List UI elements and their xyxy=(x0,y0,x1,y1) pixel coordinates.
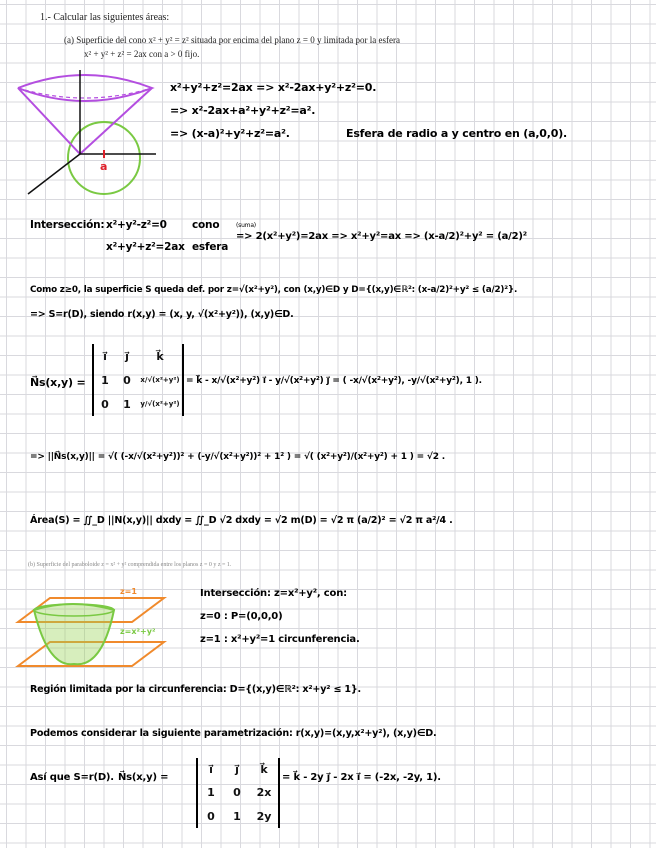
parametrization-a: => S=r(D), siendo r(x,y) = (x, y, √(x²+y²)), (x,y)∈D. xyxy=(30,309,294,320)
sphere-equation-1: x²+y²+z²=2ax => x²-2ax+y²+z²=0. xyxy=(170,81,377,94)
part-a-statement-line1: (a) Superficie del cono x² + y² = z² situada por encima del plano z = 0 y limitada por la esfera xyxy=(64,35,400,45)
intersection-b-line3: z=1 : x²+y²=1 circunferencia. xyxy=(200,634,360,645)
normal-vector-result-b: = k⃗ - 2y j⃗ - 2x i⃗ = (-2x, -2y, 1). xyxy=(282,772,441,783)
sphere-equation-3: => (x-a)²+y²+z²=a². xyxy=(170,127,290,140)
matrix-cell: 0 xyxy=(233,786,241,800)
matrix-cell: k⃗ xyxy=(260,763,268,777)
parametrization-b: Podemos considerar la siguiente parametrización: r(x,y)=(x,y,x²+y²), (x,y)∈D. xyxy=(30,728,437,739)
paraboloid-label: z=x²+y² xyxy=(120,627,156,636)
matrix-cell: k⃗ xyxy=(156,349,164,363)
cross-product-matrix-a xyxy=(92,344,184,416)
sum-annotation: (suma) xyxy=(236,222,256,229)
matrix-cell: i⃗ xyxy=(103,349,107,363)
paraboloid-figure xyxy=(12,584,172,674)
normal-vector-label-b: N⃗s(x,y) = xyxy=(118,772,169,783)
sphere-description: Esfera de radio a y centro en (a,0,0). xyxy=(346,127,568,140)
matrix-cell: i⃗ xyxy=(209,763,213,777)
sphere-tag: esfera xyxy=(192,241,229,253)
matrix-cell: 1 xyxy=(123,397,131,411)
intersection-b-line1: Intersección: z=x²+y², con: xyxy=(200,588,347,599)
matrix-cell: 0 xyxy=(101,397,109,411)
normal-vector-result-a: = k⃗ - x/√(x²+y²) i⃗ - y/√(x²+y²) j⃗ = ( -x/√(x²+y²), -y/√(x²+y²), 1 ). xyxy=(186,376,482,386)
matrix-cell: 1 xyxy=(233,809,241,823)
normal-norm: => ||N⃗s(x,y)|| = √( (-x/√(x²+y²))² + (-y/√(x²+y²))² + 1² ) = √( (x²+y²)/(x²+y²) + 1 ) = √2 . xyxy=(30,452,445,462)
cone-tag: cono xyxy=(192,219,220,231)
point-label: a xyxy=(100,160,108,173)
matrix-cell: 1 xyxy=(101,373,109,387)
intersection-result: => 2(x²+y²)=2ax => x²+y²=ax => (x-a/2)²+y² = (a/2)² xyxy=(236,231,527,242)
cross-product-matrix-b xyxy=(196,758,280,828)
cone-sphere-figure xyxy=(10,66,160,200)
intersection-b-line2: z=0 : P=(0,0,0) xyxy=(200,611,283,622)
cone-outline xyxy=(18,75,152,154)
matrix-cell: j⃗ xyxy=(235,763,239,777)
matrix-cell: 2y xyxy=(256,809,272,823)
problem-title: 1.- Calcular las siguientes áreas: xyxy=(40,12,170,23)
intersection-label: Intersección: xyxy=(30,219,105,231)
region-b: Región limitada por la circunferencia: D={(x,y)∈ℝ²: x²+y² ≤ 1}. xyxy=(30,684,361,695)
matrix-cell: 1 xyxy=(207,786,215,800)
matrix-cell: y/√(x²+y²) xyxy=(140,400,180,408)
normal-vector-label-a: N⃗s(x,y) = xyxy=(30,376,86,389)
plane-z1-label: z=1 xyxy=(120,587,137,596)
paraboloid-shape xyxy=(34,604,114,664)
sphere-equation-2: => x²-2ax+a²+y²+z²=a². xyxy=(170,104,316,117)
matrix-cell: 2x xyxy=(256,786,272,800)
part-b-statement: (b) Superficie del paraboloide z = x² + y² comprendida entre los planos z = 0 y z = 1. xyxy=(28,562,232,568)
part-a-statement-line2: x² + y² + z² = 2ax con a > 0 fijo. xyxy=(84,49,200,59)
matrix-cell: x/√(x²+y²) xyxy=(140,376,180,384)
matrix-cell: 0 xyxy=(207,809,215,823)
sphere-equation: x²+y²+z²=2ax xyxy=(106,241,185,253)
area-result-a: Área(S) = ∬_D ||N(x,y)|| dxdy = ∬_D √2 dxdy = √2 m(D) = √2 π (a/2)² = √2 π a²/4 . xyxy=(30,515,453,526)
asi-que-label: Así que S=r(D). xyxy=(30,772,114,783)
cone-equation: x²+y²-z²=0 xyxy=(106,219,167,231)
matrix-cell: 0 xyxy=(123,373,131,387)
cone-dashed-rim xyxy=(18,88,152,98)
surface-definition: Como z≥0, la superficie S queda def. por z=√(x²+y²), con (x,y)∈D y D={(x,y)∈ℝ²: (x-a/2)²+y² ≤ (a/2)²}. xyxy=(30,285,518,295)
matrix-cell: j⃗ xyxy=(125,349,129,363)
